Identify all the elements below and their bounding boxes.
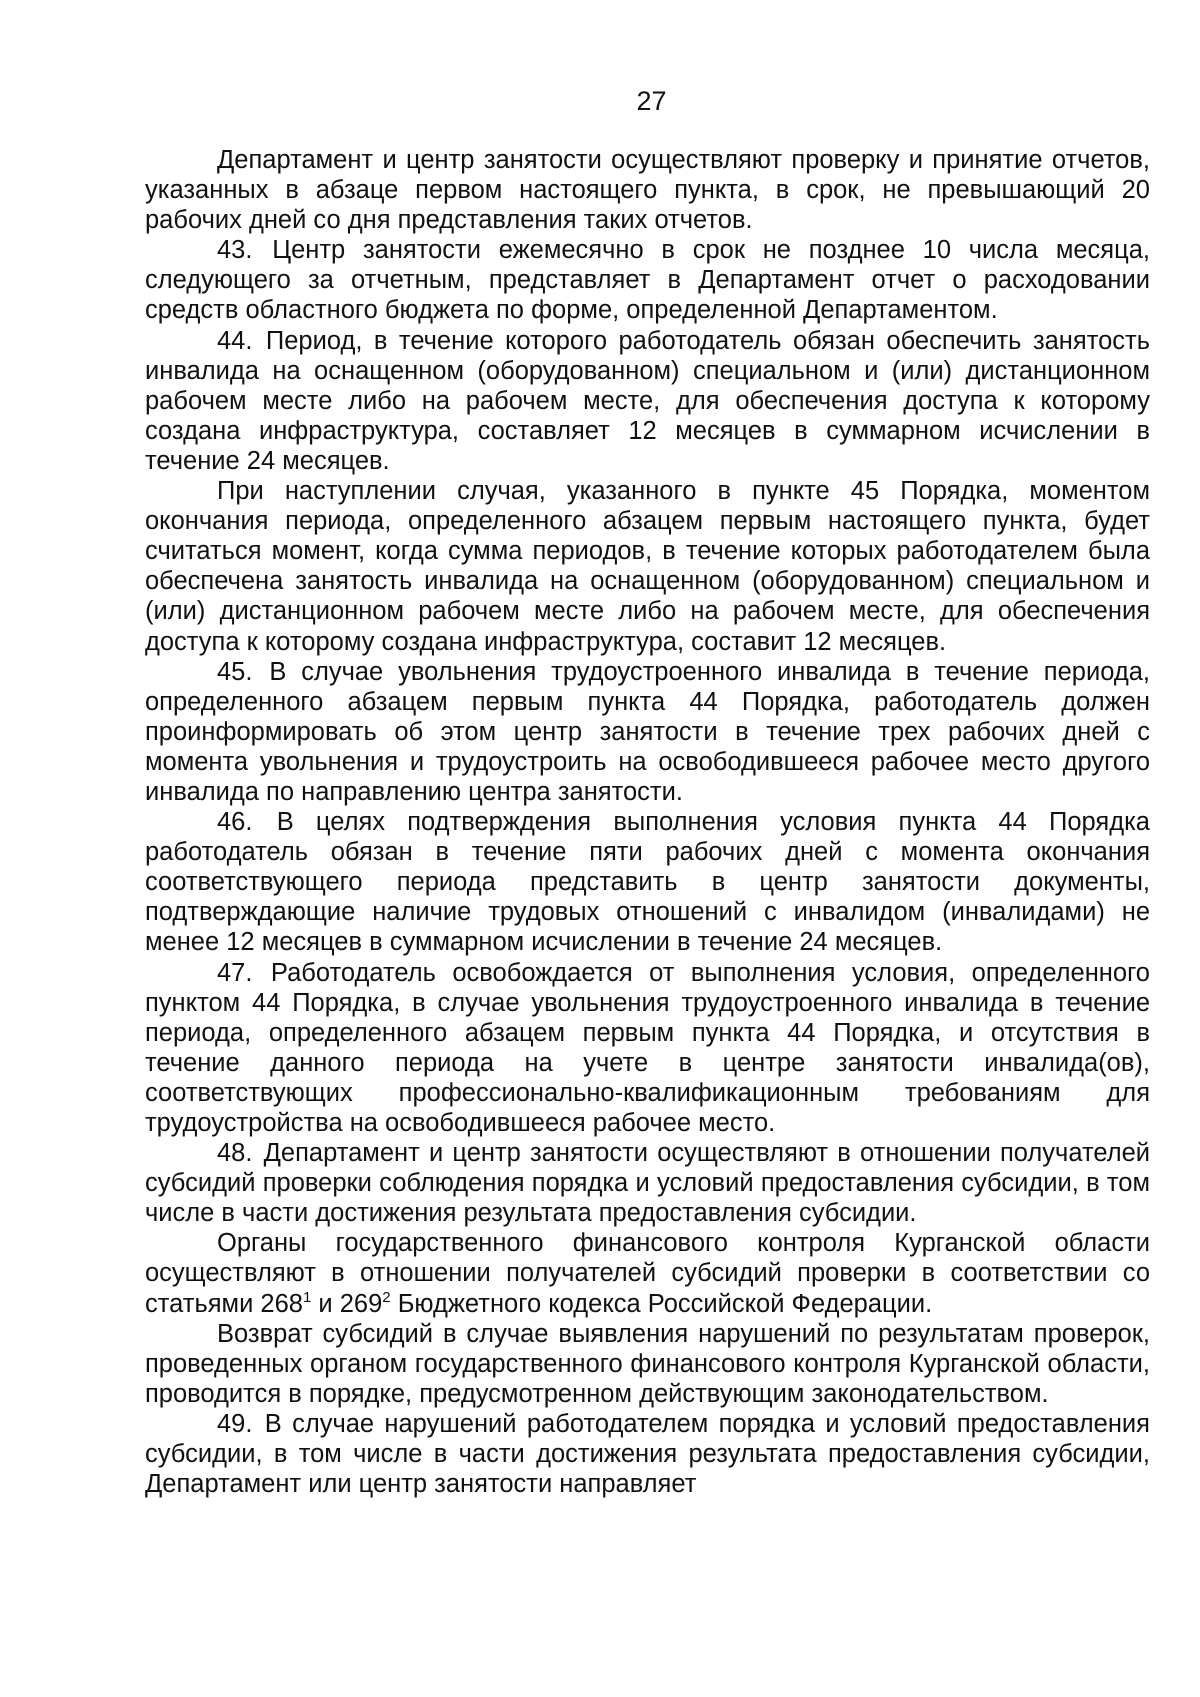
paragraph-43	[145, 235, 1150, 325]
paragraph-48	[145, 1138, 1150, 1228]
paragraph-number: 48.	[217, 1139, 253, 1168]
paragraph-number: 49.	[217, 1409, 253, 1438]
paragraph-text: Бюджетного кодекса Российской Федерации.	[390, 1289, 933, 1318]
paragraph-49	[145, 1409, 1150, 1499]
page-number: 27	[636, 86, 667, 116]
paragraph-47	[145, 958, 1150, 1139]
paragraph-text: При наступлении случая, указанного в пункте 45 Порядка, моментом окончания периода, определенного абзацем первым настоящего пункта, будет считаться момент, когда сумма периодов, в течение которых работодателем была обеспечена занятость инвалида на оснащенном (оборудованном) специальном и (или) дистанционном рабочем месте либо на рабочем месте, для обеспечения доступа к которому создана инфраструктура, составит 12 месяцев.	[145, 477, 1150, 656]
paragraph-text: Департамент и центр занятости осуществляют в отношении получателей субсидий проверки соблюдения порядка и условий предоставления субсидии, в том числе в части достижения результата предоставления субсидии.	[145, 1139, 1151, 1228]
document-body	[145, 145, 1150, 1499]
paragraph-text: Работодатель освобождается от выполнения условия, определенного пунктом 44 Порядка, в случае увольнения трудоустроенного инвалида в течение периода, определенного абзацем первым пункта 44 Порядка, и отсутствия в течение данного периода на учете в центре занятости инвалида(ов), соответствующих профессионально-квалификационным требованиям для трудоустройства на освободившееся рабочее место.	[145, 958, 1150, 1137]
paragraph-text: В целях подтверждения выполнения условия пункта 44 Порядка работодатель обязан в течение пяти рабочих дней с момента окончания соответствующего периода представить в центр занятости документы, подтверждающие наличие трудовых отношений с инвалидом (инвалидами) не менее 12 месяцев в суммарном исчислении в течение 24 месяцев.	[145, 808, 1150, 957]
paragraph-44	[145, 326, 1150, 476]
paragraph-text: Период, в течение которого работодатель обязан обеспечить занятость инвалида на оснащенном (оборудованном) специальном и (или) дистанционном рабочем месте либо на рабочем месте, для обеспечения доступа к которому создана инфраструктура, составляет 12 месяцев в суммарном исчислении в течение 24 месяцев.	[145, 326, 1150, 475]
paragraph-number: 44.	[217, 326, 253, 355]
paragraph-number: 46.	[217, 808, 253, 837]
paragraph-48-financial-control	[145, 1228, 1150, 1318]
paragraph-number: 43.	[217, 236, 253, 265]
paragraph-number: 47.	[217, 958, 253, 987]
paragraph-text: Органы государственного финансового контроля Курганской области осуществляют в отношении получателей субсидий проверки в соответствии со статьями 268	[145, 1229, 1150, 1318]
paragraph-number: 45.	[217, 657, 253, 686]
paragraph-text: и 269	[311, 1289, 383, 1318]
paragraph-46	[145, 807, 1150, 957]
paragraph-text: Центр занятости ежемесячно в срок не позднее 10 числа месяца, следующего за отчетным, представляет в Департамент отчет о расходовании средств областного бюджета по форме, определенной Департаментом.	[145, 236, 1150, 325]
superscript: 1	[302, 1288, 312, 1306]
paragraph-text: В случае увольнения трудоустроенного инвалида в течение периода, определенного абзацем первым пункта 44 Порядка, работодатель должен проинформировать об этом центр занятости в течение трех рабочих дней с момента увольнения и трудоустроить на освободившееся рабочее место другого инвалида по направлению центра занятости.	[145, 657, 1150, 806]
paragraph-reports-check	[145, 145, 1150, 235]
paragraph-text: Возврат субсидий в случае выявления нарушений по результатам проверок, проведенных органом государственного финансового контроля Курганской области, проводится в порядке, предусмотренном действующим законодательством.	[145, 1319, 1150, 1408]
paragraph-44-second	[145, 476, 1150, 657]
superscript: 2	[382, 1288, 391, 1306]
paragraph-45	[145, 657, 1150, 807]
paragraph-text: Департамент и центр занятости осуществляют проверку и принятие отчетов, указанных в абзаце первом настоящего пункта, в срок, не превышающий 20 рабочих дней со дня представления таких отчетов.	[145, 146, 1150, 235]
paragraph-48-refund	[145, 1319, 1150, 1409]
paragraph-text: В случае нарушений работодателем порядка и условий предоставления субсидии, в том числе в части достижения результата предоставления субсидии, Департамент или центр занятости направляет	[145, 1409, 1150, 1499]
